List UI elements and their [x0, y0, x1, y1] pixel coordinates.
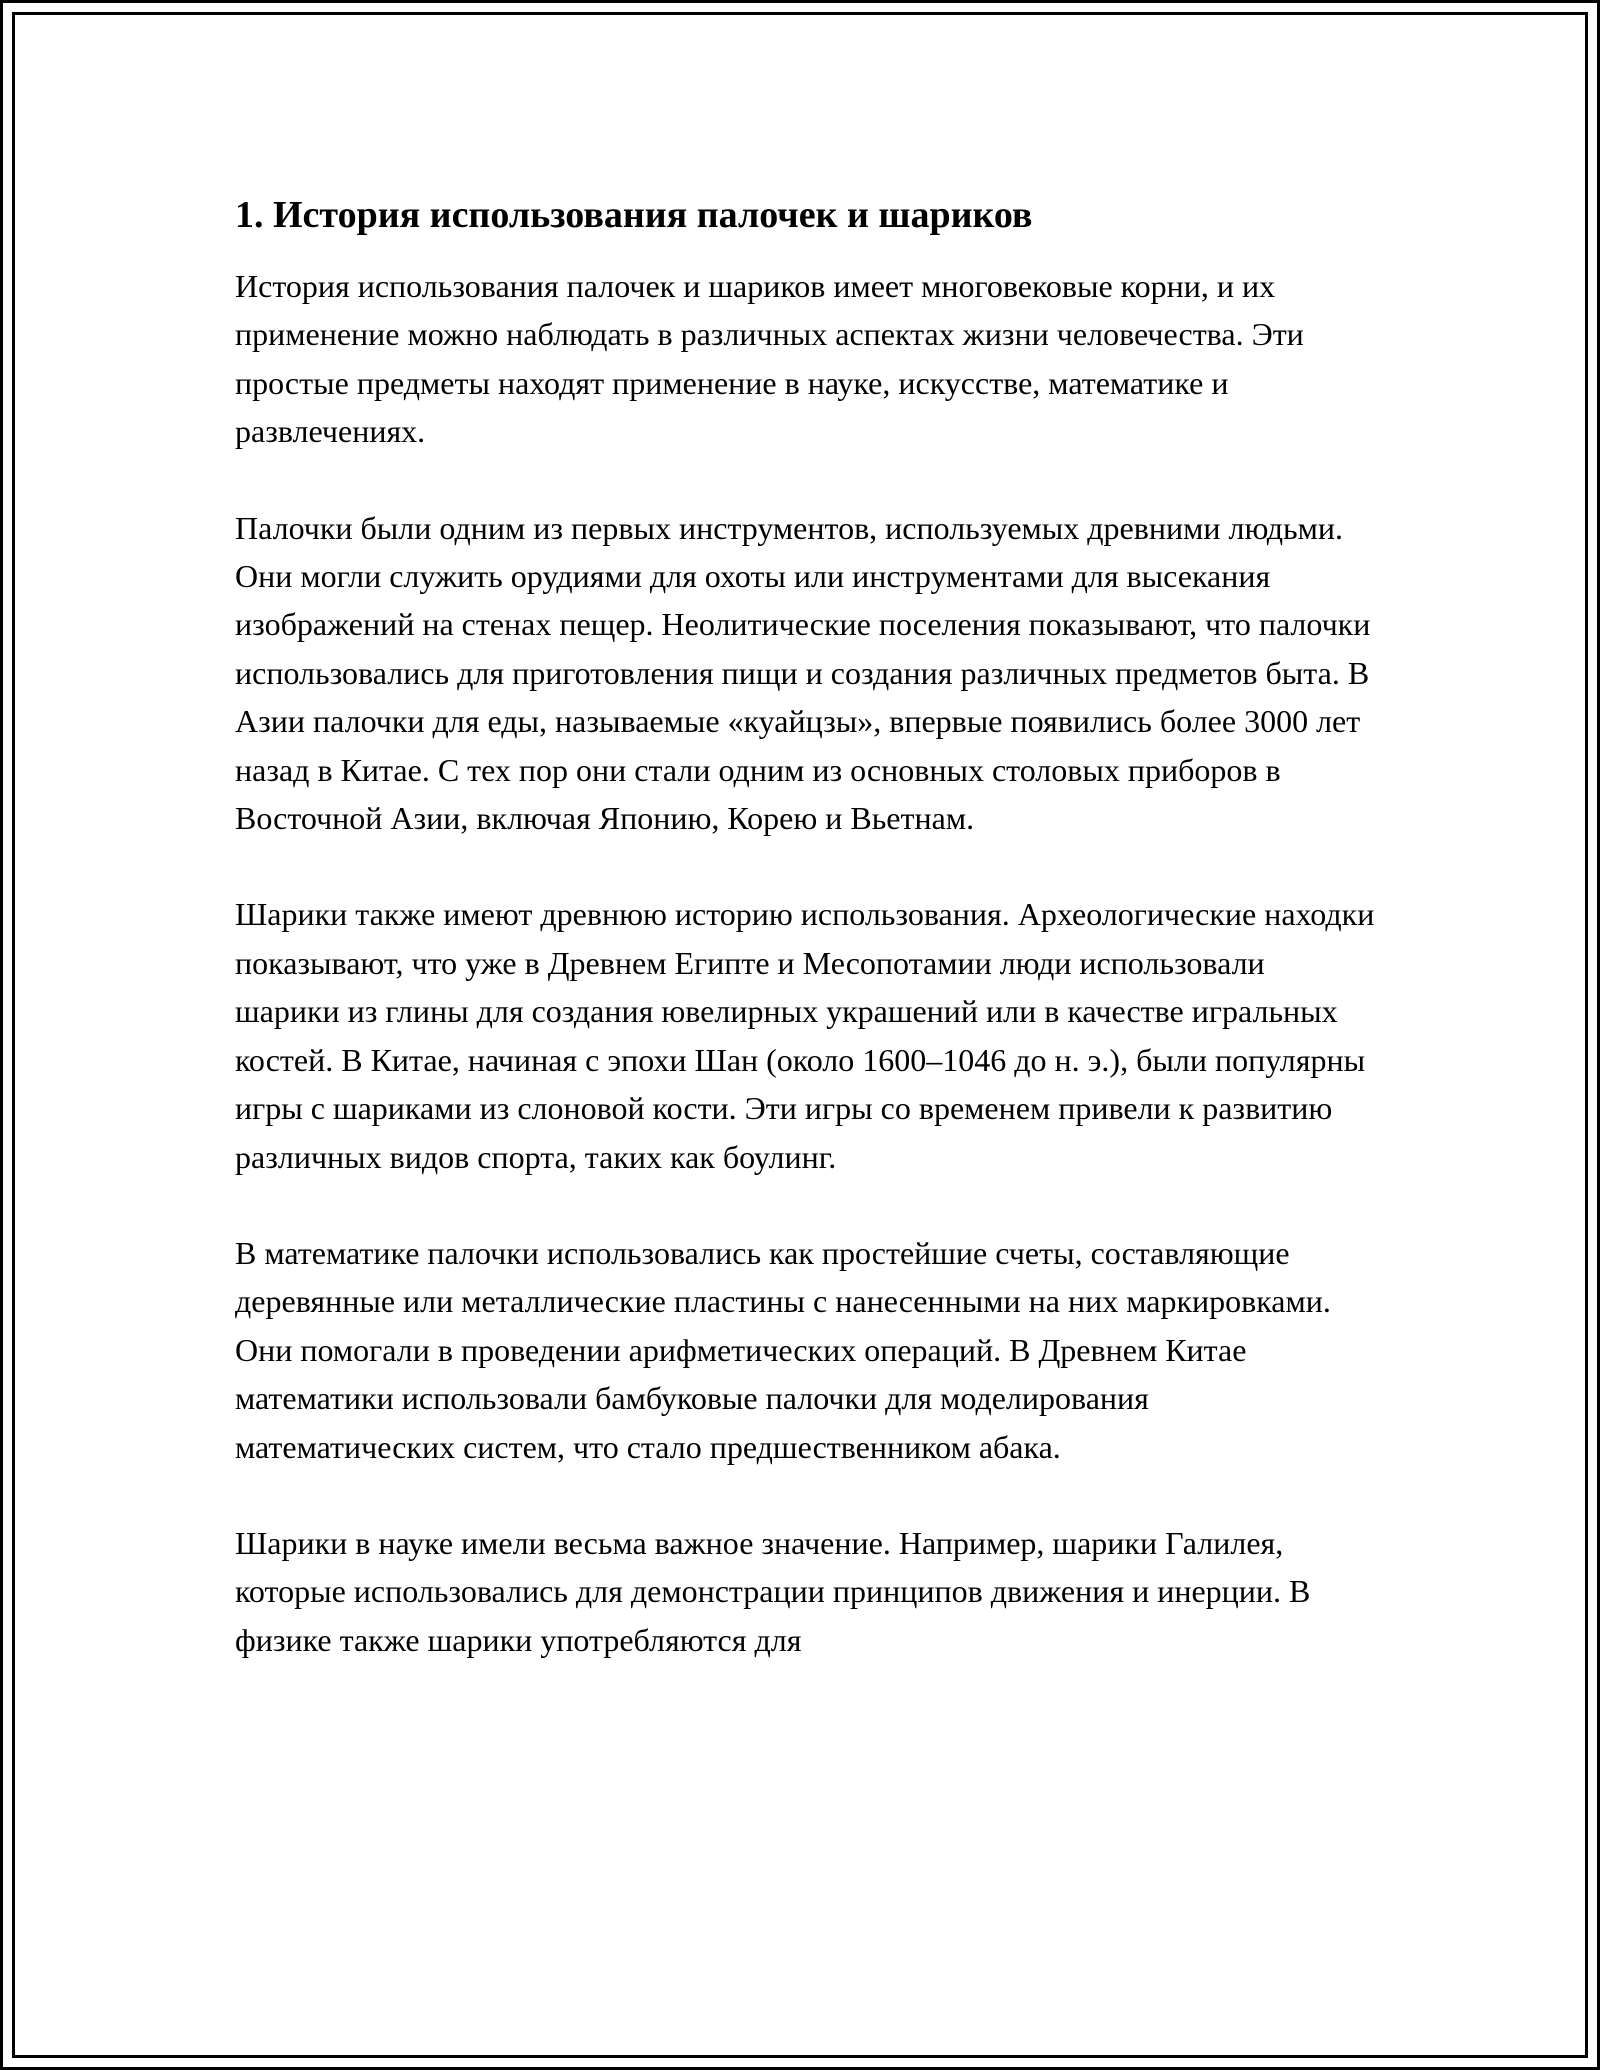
document-body [235, 188, 1375, 1712]
paragraph-sticks: Палочки были одним из первых инструментов, используемых древними людьми. Они могли служить орудиями для охоты или инструментами для высекания изображений на стенах пещер. Неолитические поселения показывают, что палочки использовались для приготовления пищи и создания различных предметов быта. В Азии палочки для еды, называемые «куайцзы», впервые появились более 3000 лет назад в Китае. С тех пор они стали одним из основных столовых приборов в Восточной Азии, включая Японию, Корею и Вьетнам. [235, 509, 1371, 837]
paragraph-intro: История использования палочек и шариков имеет многовековые корни, и их применение можно наблюдать в различных аспектах жизни человечества. Эти простые предметы находят применение в науке, искусстве, математике и развлечениях. [235, 268, 1304, 450]
paragraph-science: Шарики в науке имели весьма важное значение. Например, шарики Галилея, которые использовались для демонстрации принципов движения и инерции. В физике также шарики употребляются для [235, 1524, 1311, 1658]
paragraph-balls: Шарики также имеют древнюю историю использования. Археологические находки показывают, что уже в Древнем Египте и Месопотамии люди использовали шарики из глины для создания ювелирных украшений или в качестве игральных костей. В Китае, начиная с эпохи Шан (около 1600–1046 до н. э.), были популярны игры с шариками из слоновой кости. Эти игры со временем привели к развитию различных видов спорта, таких как боулинг. [235, 896, 1375, 1175]
paragraph-math: В математике палочки использовались как простейшие счеты, составляющие деревянные или металлические пластины с нанесенными на них маркировками. Они помогали в проведении арифметических операций. В Древнем Китае математики использовали бамбуковые палочки для моделирования математических систем, что стало предшественником абака. [235, 1234, 1331, 1465]
section-heading: 1. История использования палочек и шариков [235, 194, 1033, 236]
